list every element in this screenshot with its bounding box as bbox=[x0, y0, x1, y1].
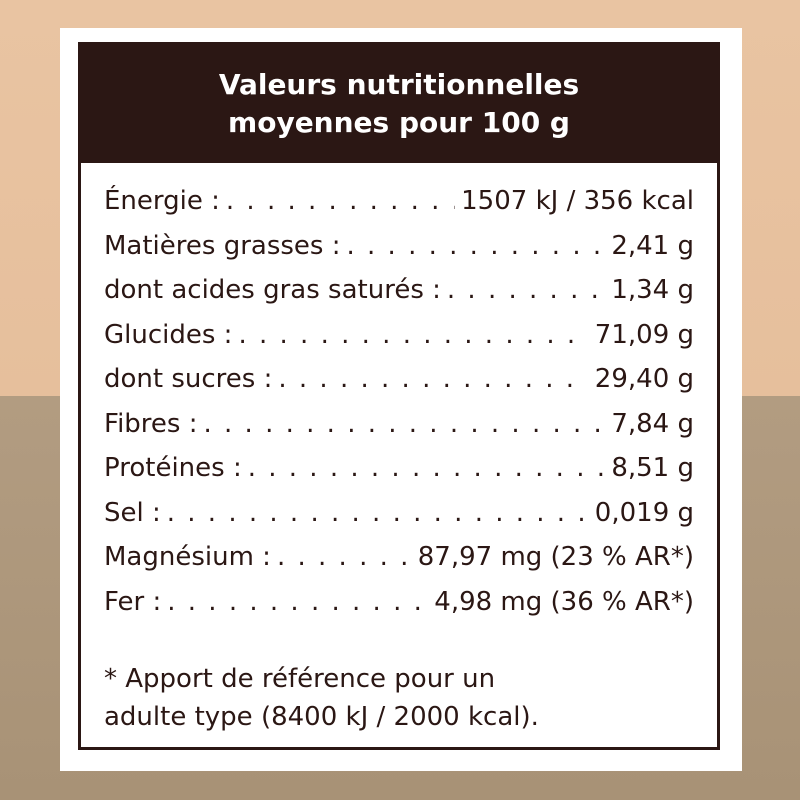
nutrient-value: 1507 kJ / 356 kcal bbox=[461, 186, 694, 216]
header-title-line2: moyennes pour 100 g bbox=[228, 106, 570, 139]
leader-dots bbox=[278, 364, 588, 394]
leader-dots bbox=[167, 498, 589, 528]
nutrient-value: 29,40 g bbox=[594, 364, 694, 394]
leader-dots bbox=[203, 409, 605, 439]
nutrient-value: 7,84 g bbox=[611, 408, 694, 439]
nutrient-row-glucides bbox=[104, 320, 694, 365]
nutrient-value: 4,98 mg (36 % AR*) bbox=[434, 586, 694, 617]
nutrient-list bbox=[104, 186, 694, 631]
nutrient-label: Fibres : bbox=[104, 408, 198, 439]
table-header bbox=[81, 45, 717, 163]
footnote-line2: adulte type (8400 kJ / 2000 kcal). bbox=[104, 702, 539, 732]
nutrient-label: Protéines : bbox=[104, 453, 242, 483]
nutrient-value: 2,41 g bbox=[611, 230, 694, 261]
nutrient-label: Glucides : bbox=[104, 319, 233, 350]
nutrient-row-sucres bbox=[104, 364, 694, 409]
leader-dots bbox=[167, 587, 428, 617]
nutrient-row-acides-gras-satures bbox=[104, 275, 694, 320]
nutrient-value: 1,34 g bbox=[611, 275, 694, 305]
leader-dots bbox=[447, 275, 605, 305]
nutrient-row-fibres bbox=[104, 409, 694, 454]
nutrient-value: 71,09 g bbox=[594, 319, 694, 350]
header-title-line1: Valeurs nutritionnelles bbox=[218, 68, 580, 101]
nutrient-label: dont acides gras saturés : bbox=[104, 275, 441, 305]
leader-dots bbox=[238, 320, 588, 350]
reference-footnote bbox=[104, 660, 694, 736]
nutrient-row-matieres-grasses bbox=[104, 231, 694, 276]
nutrient-row-magnesium bbox=[104, 542, 694, 587]
nutrient-value: 0,019 g bbox=[594, 497, 694, 528]
nutrient-row-sel bbox=[104, 498, 694, 543]
nutrient-row-proteines bbox=[104, 453, 694, 498]
nutrient-value: 87,97 mg (23 % AR*) bbox=[417, 542, 694, 572]
nutrient-row-energie bbox=[104, 186, 694, 231]
nutrient-row-fer bbox=[104, 587, 694, 632]
nutrient-label: Magnésium : bbox=[104, 542, 271, 572]
nutrient-label: Énergie : bbox=[104, 186, 220, 216]
nutrition-card bbox=[60, 28, 742, 771]
nutrient-label: Sel : bbox=[104, 497, 161, 528]
nutrition-table bbox=[78, 42, 720, 750]
leader-dots bbox=[226, 186, 455, 216]
nutrient-label: Matières grasses : bbox=[104, 230, 341, 261]
nutrient-value: 8,51 g bbox=[611, 453, 694, 483]
leader-dots bbox=[248, 453, 606, 483]
nutrient-label: Fer : bbox=[104, 586, 162, 617]
leader-dots bbox=[347, 231, 606, 261]
footnote-line1: * Apport de référence pour un bbox=[104, 664, 496, 694]
leader-dots bbox=[277, 542, 412, 572]
nutrient-label: dont sucres : bbox=[104, 364, 273, 394]
